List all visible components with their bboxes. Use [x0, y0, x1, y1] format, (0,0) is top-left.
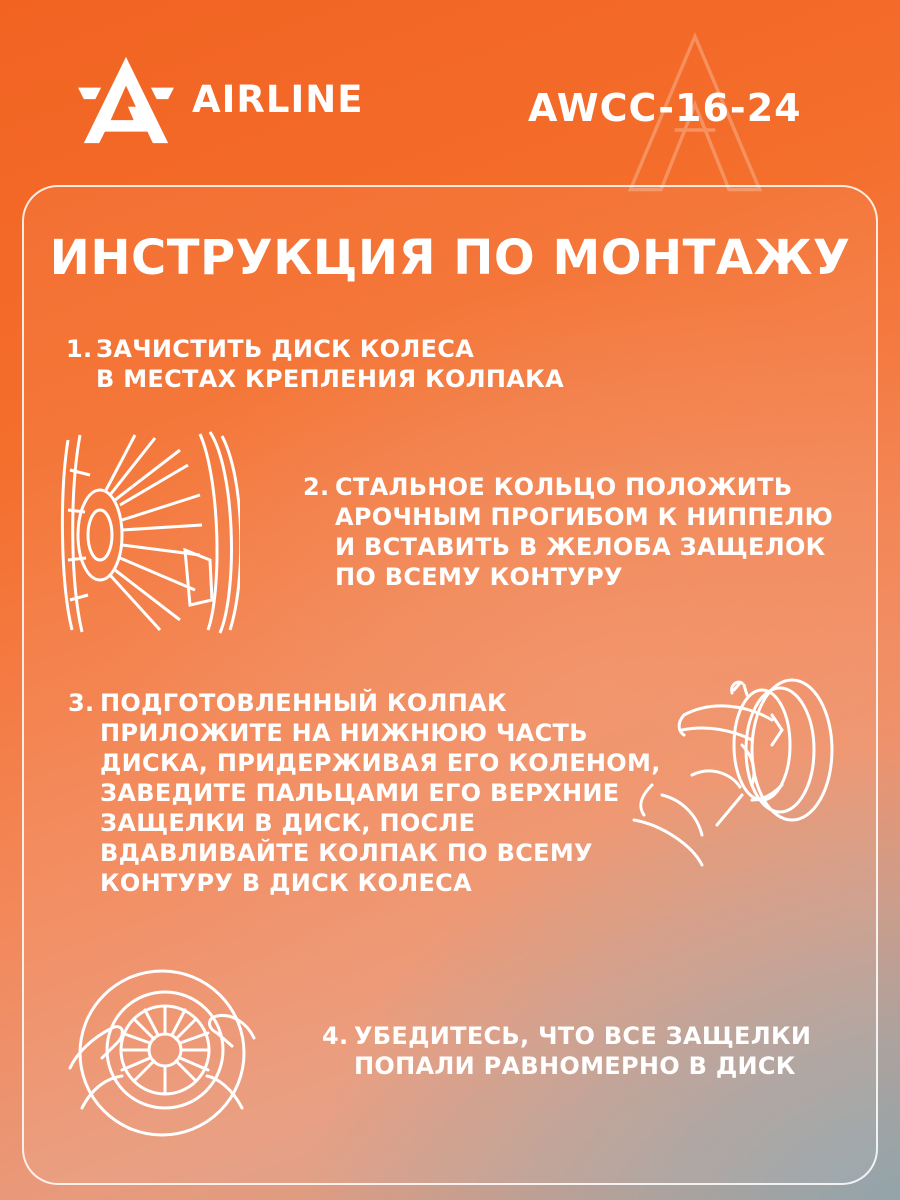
- page-title: ИНСТРУКЦИЯ ПО МОНТАЖУ: [49, 230, 851, 286]
- wheel-ring-illustration: [60, 430, 240, 635]
- step-line: ПРИЛОЖИТЕ НА НИЖНЮЮ ЧАСТЬ: [100, 719, 588, 747]
- step-line: ПОДГОТОВЛЕННЫЙ КОЛПАК: [100, 689, 507, 717]
- step-line: АРОЧНЫМ ПРОГИБОМ К НИППЕЛЮ: [335, 503, 834, 531]
- step-number: 4.: [322, 1022, 349, 1050]
- step-line: ДИСКА, ПРИДЕРЖИВАЯ ЕГО КОЛЕНОМ,: [100, 749, 661, 777]
- step-line: И ВСТАВИТЬ В ЖЕЛОБА ЗАЩЕЛОК: [335, 533, 826, 561]
- step-line: ЗАЩЕЛКИ В ДИСК, ПОСЛЕ: [100, 809, 476, 837]
- step-line: В МЕСТАХ КРЕПЛЕНИЯ КОЛПАКА: [96, 365, 564, 393]
- step-line: ВДАВЛИВАЙТЕ КОЛПАК ПО ВСЕМУ: [100, 839, 593, 867]
- step-line: УБЕДИТЕСЬ, ЧТО ВСЕ ЗАЩЕЛКИ: [354, 1022, 812, 1050]
- brand-name: AIRLINE: [192, 78, 364, 121]
- step-line: ПОПАЛИ РАВНОМЕРНО В ДИСК: [354, 1052, 796, 1080]
- step-line: ПО ВСЕМУ КОНТУРУ: [335, 563, 623, 591]
- step-line: ЗАЧИСТИТЬ ДИСК КОЛЕСА: [96, 335, 475, 363]
- airline-logo-icon: [78, 55, 174, 147]
- step-number: 3.: [68, 689, 95, 717]
- step-line: КОНТУРУ В ДИСК КОЛЕСА: [100, 869, 472, 897]
- hands-pressing-illustration: [62, 958, 262, 1148]
- step-line: ЗАВЕДИТЕ ПАЛЬЦАМИ ЕГО ВЕРХНИЕ: [100, 779, 620, 807]
- knee-mounting-illustration: [622, 675, 842, 875]
- step-line: СТАЛЬНОЕ КОЛЬЦО ПОЛОЖИТЬ: [335, 473, 793, 501]
- step-number: 2.: [303, 473, 330, 501]
- step-number: 1.: [66, 335, 93, 363]
- model-number: AWCC-16-24: [528, 86, 802, 130]
